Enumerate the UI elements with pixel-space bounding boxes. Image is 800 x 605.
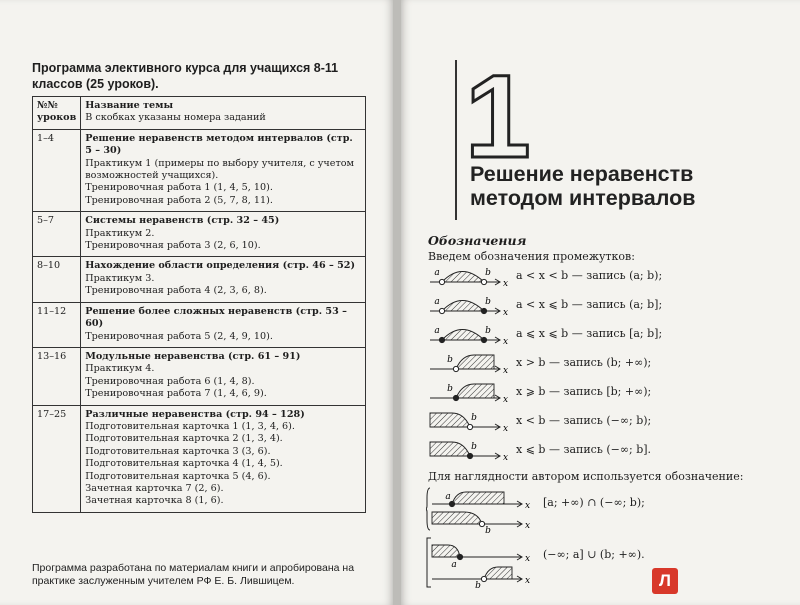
interval-formula: a < x ⩽ b — запись (a; b]; [516, 298, 663, 311]
endpoint [467, 453, 472, 458]
chapter-title: Решение неравенств методом интервалов [470, 162, 696, 210]
right-endpoint-label: b [485, 268, 491, 278]
left-endpoint-label: a [434, 326, 440, 336]
intro-text: Введем обозначения промежутков: [428, 250, 635, 263]
table-row [33, 405, 366, 512]
point-a [449, 501, 454, 506]
topic-cell [81, 302, 366, 347]
topic-line: Практикум 1 (примеры по выбору учителя, с учетом возможностей учащихся). [85, 157, 354, 182]
header-topic [81, 97, 366, 130]
header-topic-name: Название темы [85, 100, 174, 111]
topic-title: Различные неравенства (стр. 94 – 128) [85, 408, 305, 420]
interval-axis-label: x [503, 337, 509, 345]
interval-row [428, 323, 728, 345]
publisher-logo: Л [652, 568, 678, 594]
interval-axis-label: x [503, 395, 509, 403]
label-a: a [451, 560, 457, 570]
topic-line: Подготовительная карточка 3 (3, 6). [85, 445, 271, 457]
section-title: Обозначения [428, 233, 527, 248]
interval-row [428, 294, 728, 316]
intersection-formula: [a; +∞) ∩ (−∞; b); [543, 496, 645, 509]
topic-cell [81, 129, 366, 211]
bracket-icon [427, 538, 431, 587]
lesson-numbers: 17–25 [33, 405, 81, 512]
topic-line: Тренировочная работа 6 (1, 4, 8). [85, 375, 255, 387]
right-endpoint [481, 308, 486, 313]
lesson-numbers: 5–7 [33, 212, 81, 257]
bottom-note: Программа разработана по материалам книги и апробирована на практике заслуженным учителем РФ Е. Б. Лившицем. [32, 562, 355, 587]
point-b [481, 576, 486, 581]
lesson-numbers: 13–16 [33, 347, 81, 405]
topic-cell [81, 347, 366, 405]
chapter-number: 1 [465, 51, 531, 183]
topic-line: Тренировочная работа 1 (1, 4, 5, 10). [85, 182, 273, 194]
interval-row [428, 381, 728, 403]
label-b: b [475, 581, 481, 591]
interval-ray [456, 384, 494, 398]
label-a: a [445, 492, 451, 502]
interval-diagram [428, 410, 514, 432]
lesson-numbers: 11–12 [33, 302, 81, 347]
combo2-top-axis-label: x [525, 554, 531, 564]
left-page [0, 0, 393, 605]
interval-formula: x > b — запись (b; +∞); [516, 356, 652, 369]
topic-line: Практикум 2. [85, 227, 155, 239]
right-endpoint [481, 337, 486, 342]
topic-line: Подготовительная карточка 2 (1, 3, 4). [85, 433, 283, 445]
interval-ray [430, 413, 470, 427]
interval-axis-label: x [503, 308, 509, 316]
left-endpoint-label: a [434, 297, 440, 307]
interval-formula: x ⩾ b — запись [b; +∞); [516, 385, 652, 398]
topic-title: Нахождение области определения (стр. 46 – 52) [85, 260, 356, 272]
lesson-numbers: 1–4 [33, 129, 81, 211]
endpoint [453, 395, 458, 400]
interval-formula: a < x < b — запись (a; b); [516, 269, 663, 282]
topic-line: Тренировочная работа 4 (2, 3, 6, 8). [85, 285, 267, 297]
interval-diagram [428, 439, 514, 461]
lesson-numbers: 8–10 [33, 257, 81, 302]
chapter-bar [455, 60, 457, 220]
topic-title: Решение более сложных неравенств (стр. 53 – 60) [85, 305, 347, 330]
interval-row [428, 439, 728, 461]
right-endpoint-label: b [485, 297, 491, 307]
endpoint [467, 424, 472, 429]
topic-title: Системы неравенств (стр. 32 – 45) [85, 215, 280, 227]
table-row [33, 302, 366, 347]
topics-body [33, 129, 366, 512]
book-gutter [393, 0, 401, 605]
table-header-row [33, 97, 366, 130]
label-b: b [485, 526, 491, 534]
topic-line: Зачетная карточка 7 (2, 6). [85, 482, 224, 494]
combo1-bottom-axis-label: x [525, 521, 531, 531]
interval-arc [442, 330, 484, 341]
interval-formula: a ⩽ x ⩽ b — запись [a; b]; [516, 327, 663, 340]
topic-line: Тренировочная работа 7 (1, 4, 6, 9). [85, 388, 267, 400]
left-endpoint [439, 279, 444, 284]
table-row [33, 212, 366, 257]
interval-ray [456, 355, 494, 369]
topic-line: Подготовительная карточка 5 (4, 6). [85, 470, 271, 482]
topic-title: Решение неравенств методом интервалов (стр. 5 – 30) [85, 132, 353, 157]
interval-diagram [428, 294, 514, 316]
topic-line: Тренировочная работа 5 (2, 4, 9, 10). [85, 330, 273, 342]
interval-formula: x ⩽ b — запись (−∞; b]. [516, 443, 652, 456]
left-endpoint-label: a [434, 268, 440, 278]
interval-arc [442, 301, 484, 312]
endpoint-label: b [447, 355, 453, 365]
topic-line: Тренировочная работа 2 (5, 7, 8, 11). [85, 194, 273, 206]
intersection-diagram [426, 484, 536, 534]
combo1-top-axis-label: x [525, 501, 531, 511]
interval-axis-label: x [503, 453, 509, 461]
ray-left [432, 512, 482, 524]
interval-axis-label: x [503, 279, 509, 287]
topic-line: Практикум 4. [85, 363, 155, 375]
interval-arc [442, 272, 484, 283]
interval-row [428, 352, 728, 374]
interval-diagram [428, 323, 514, 345]
point-a [457, 554, 462, 559]
endpoint [453, 366, 458, 371]
topic-line: Тренировочная работа 3 (2, 6, 10). [85, 240, 261, 252]
union-diagram [426, 535, 536, 591]
table-row [33, 257, 366, 302]
topic-line: Практикум 3. [85, 272, 155, 284]
right-endpoint [481, 279, 486, 284]
topic-cell [81, 212, 366, 257]
topic-cell [81, 257, 366, 302]
ray-right [484, 567, 512, 579]
interval-ray [430, 442, 470, 456]
union-formula: (−∞; a] ∪ (b; +∞). [543, 548, 645, 561]
interval-formula: x < b — запись (−∞; b); [516, 414, 652, 427]
header-topic-note: В скобках указаны номера заданий [85, 112, 266, 124]
table-row [33, 347, 366, 405]
topic-line: Зачетная карточка 8 (1, 6). [85, 495, 224, 507]
topic-line: Подготовительная карточка 1 (1, 3, 4, 6). [85, 420, 295, 432]
interval-row [428, 410, 728, 432]
endpoint-label: b [471, 442, 477, 452]
interval-diagram [428, 381, 514, 403]
point-b [479, 521, 484, 526]
ray-left [432, 545, 460, 557]
right-endpoint-label: b [485, 326, 491, 336]
brace-icon [426, 488, 430, 530]
topic-cell [81, 405, 366, 512]
interval-axis-label: x [503, 424, 509, 432]
left-endpoint [439, 337, 444, 342]
endpoint-label: b [447, 384, 453, 394]
combo2-bottom-axis-label: x [525, 576, 531, 586]
topic-line: Подготовительная карточка 4 (1, 4, 5). [85, 458, 283, 470]
table-row [33, 129, 366, 211]
program-title: Программа элективного курса для учащихся 8-11 классов (25 уроков). [32, 61, 339, 91]
endpoint-label: b [471, 413, 477, 423]
header-lesson-numbers: №№ уроков [33, 97, 81, 130]
note-text: Для наглядности автором используется обозначение: [428, 470, 744, 483]
topics-table [32, 96, 366, 513]
interval-diagram [428, 352, 514, 374]
interval-diagram [428, 265, 514, 287]
left-endpoint [439, 308, 444, 313]
topic-title: Модульные неравенства (стр. 61 – 91) [85, 350, 301, 362]
interval-axis-label: x [503, 366, 509, 374]
interval-row [428, 265, 728, 287]
ray-right [452, 492, 504, 504]
